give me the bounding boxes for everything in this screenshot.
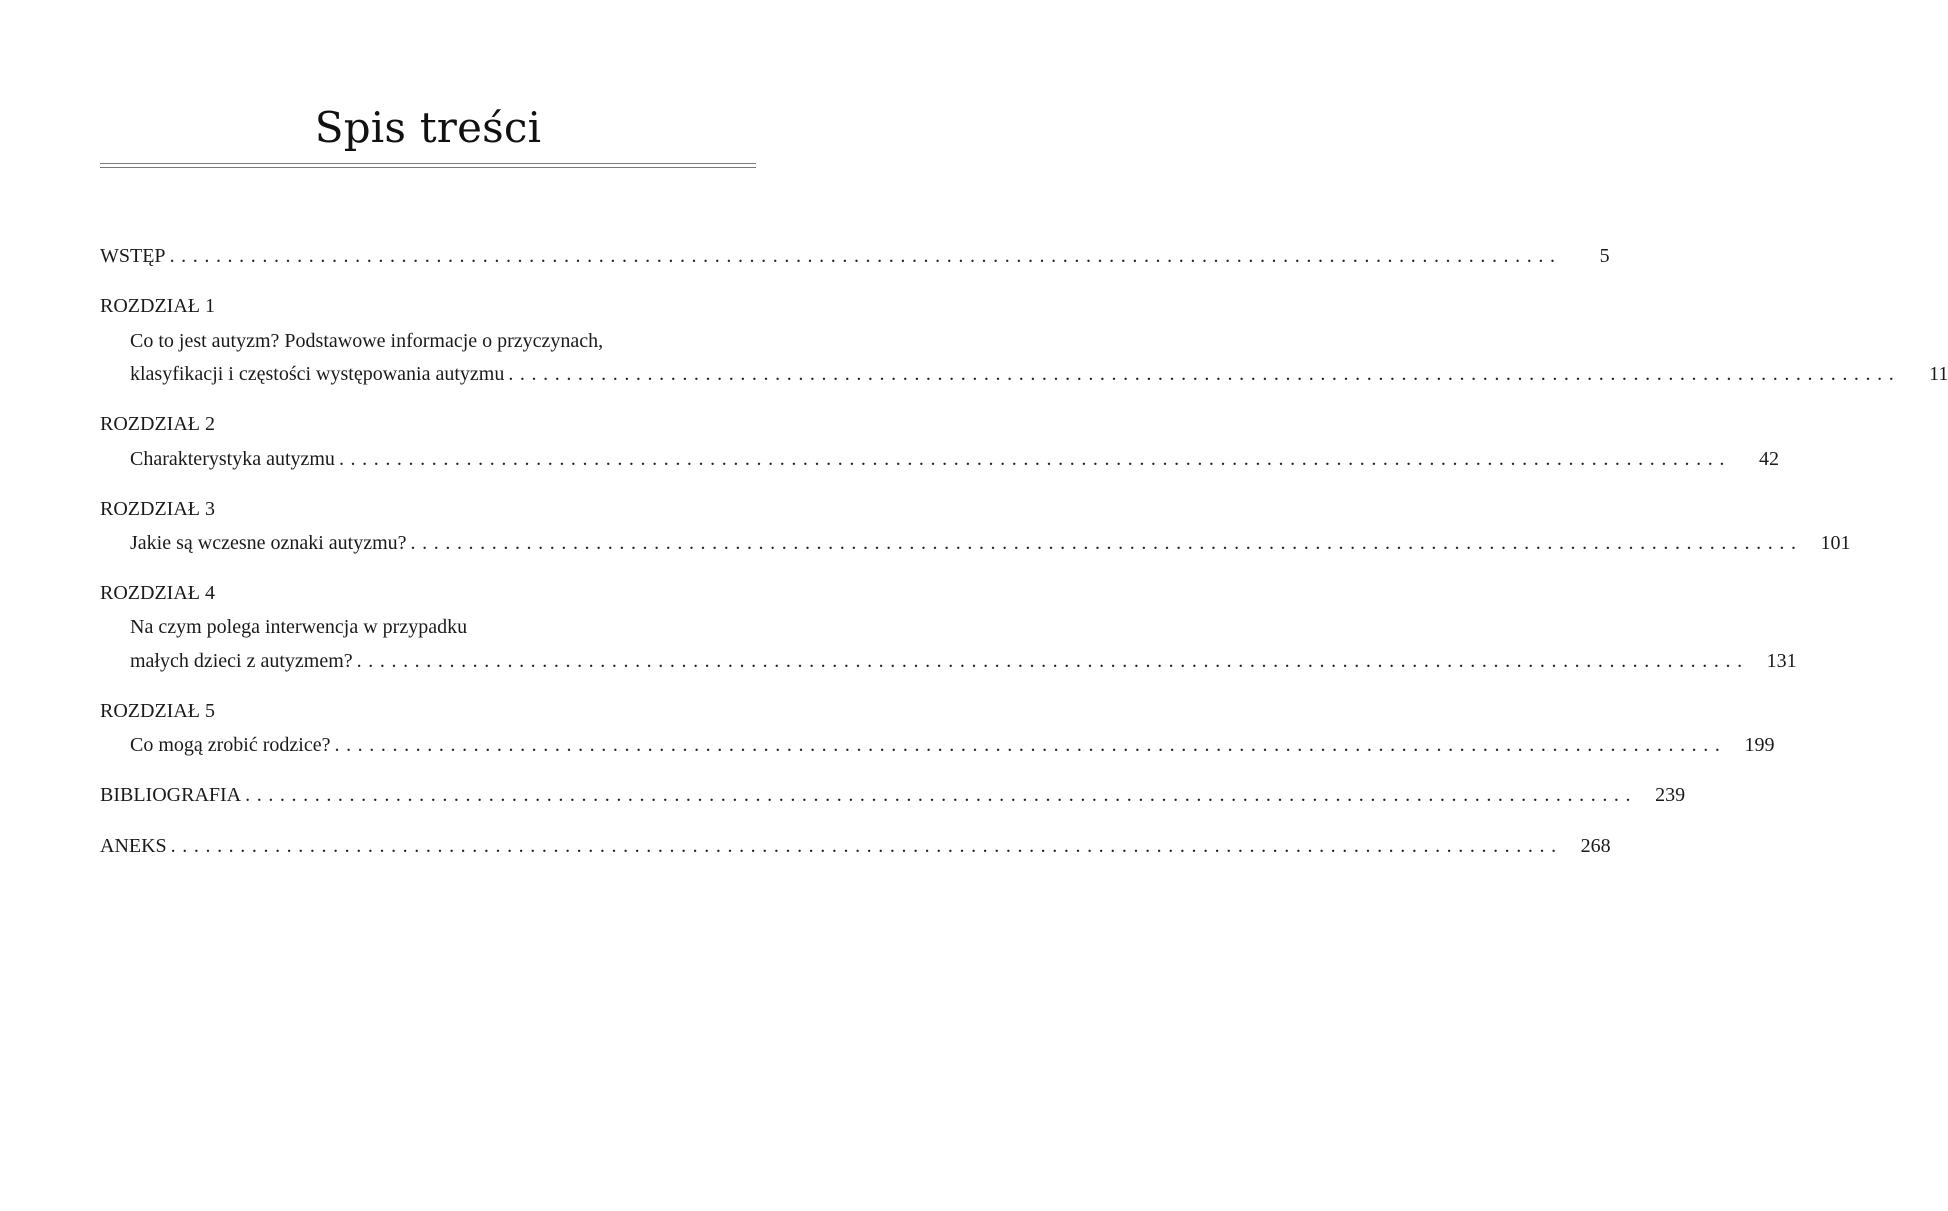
toc-page-number: 199 <box>1744 734 1775 756</box>
chapter-heading-3: ROZDZIAŁ 3 <box>100 498 215 520</box>
toc-page-number: 11 <box>1929 363 1948 385</box>
toc-entry-label: Charakterystyka autyzmu <box>130 448 335 470</box>
toc-entry-label: BIBLIOGRAFIA <box>100 784 242 806</box>
toc-page-number: 42 <box>1758 448 1779 470</box>
toc-entry-label: Co mogą zrobić rodzice? <box>130 734 331 756</box>
toc-page-number: 239 <box>1655 784 1686 806</box>
toc-entry-label: WSTĘP <box>100 245 166 267</box>
toc-entry-bibliografia[interactable] <box>100 779 1686 811</box>
toc-entry-aneks[interactable] <box>100 830 1611 862</box>
toc-page-number: 101 <box>1820 532 1851 554</box>
toc-entry-label: małych dzieci z autyzmem? <box>130 650 353 672</box>
toc-entry-ch3[interactable] <box>130 527 1851 559</box>
toc-entry-ch1[interactable] <box>130 358 1948 390</box>
dot-leader: ........................................................................................................................ <box>169 245 1562 267</box>
dot-leader: ........................................................................................................................ <box>245 784 1638 806</box>
toc-entry-label: ANEKS <box>100 835 167 857</box>
title-rule-top <box>100 163 756 164</box>
dot-leader: ........................................................................................................................ <box>334 734 1727 756</box>
toc-page-number: 268 <box>1580 835 1611 857</box>
dot-leader: ........................................................................................................................ <box>338 448 1731 470</box>
chapter-heading-1: ROZDZIAŁ 1 <box>100 295 215 317</box>
toc-entry-wstep[interactable] <box>100 240 1610 272</box>
toc-page-number: 131 <box>1766 650 1797 672</box>
page-title: Spis treści <box>314 103 542 152</box>
dot-leader: ........................................................................................................................ <box>170 835 1563 857</box>
toc-page-number: 5 <box>1599 245 1610 267</box>
toc-entry-ch2[interactable] <box>130 443 1779 475</box>
chapter-heading-4: ROZDZIAŁ 4 <box>100 582 215 604</box>
dot-leader: ........................................................................................................................ <box>410 532 1803 554</box>
dot-leader: ........................................................................................................................ <box>508 363 1901 385</box>
chapter-heading-5: ROZDZIAŁ 5 <box>100 700 215 722</box>
dot-leader: ........................................................................................................................ <box>356 650 1749 672</box>
title-rule-bottom <box>100 167 756 168</box>
toc-entry-label: klasyfikacji i częstości występowania autyzmu <box>130 363 505 385</box>
toc-entry-ch1-line1[interactable]: Co to jest autyzm? Podstawowe informacje o przyczynach, <box>130 330 604 352</box>
toc-entry-ch5[interactable] <box>130 729 1775 761</box>
chapter-heading-2: ROZDZIAŁ 2 <box>100 413 215 435</box>
toc-entry-label: Jakie są wczesne oznaki autyzmu? <box>130 532 407 554</box>
toc-entry-ch4-line1[interactable]: Na czym polega interwencja w przypadku <box>130 616 468 638</box>
toc-entry-ch4[interactable] <box>130 645 1797 677</box>
